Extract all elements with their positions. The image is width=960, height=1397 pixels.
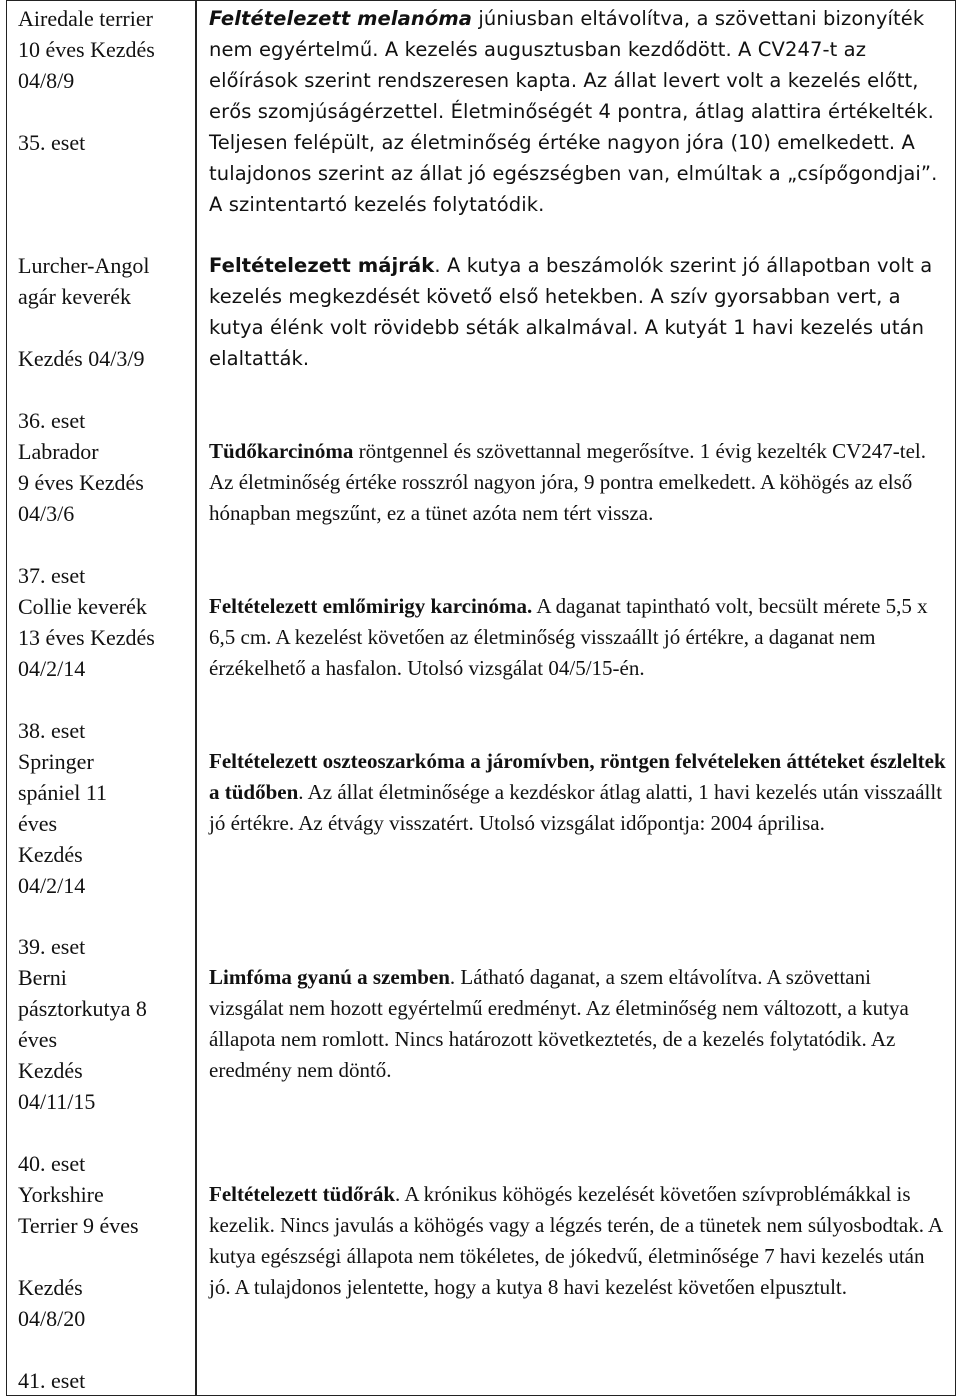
case-number-35: 35. eset	[18, 130, 86, 155]
entry-lung-carcinoma: Tüdőkarcinóma röntgennel és szövettannal megerősítve. 1 évig kezelték CV247-tel. Az életminőség értéke rosszról nagyon jóra, 9 pontra emelkedett. A köhögés az első hónapban megszűnt, ez a tünet azóta nem tért vissza.	[209, 439, 926, 525]
case-info-lurcher: Lurcher-Angol agár keverék	[18, 253, 150, 309]
entry-lymphoma: Limfóma gyanú a szemben. Látható daganat, a szem eltávolítva. A szövettani vizsgálat nem hozott egyértelmű eredményt. Az életminőség nem változott, a kutya állapota nem romlott. Nincs határozott következtetés, de a kezelés folytatódik. Az eredmény nem döntő.	[209, 965, 909, 1082]
case-number-40: 40. eset	[18, 1151, 86, 1176]
case-number-37: 37. eset	[18, 563, 86, 588]
case-number-36: 36. eset	[18, 408, 86, 433]
case-number-41: 41. eset	[18, 1368, 86, 1393]
entry-lung-cancer: Feltételezett tüdőrák. A krónikus köhögés kezelését követően szívproblémákkal is kezelik. Nincs javulás a köhögés vagy a légzés terén, de a tünetek nem súlyosbodtak. A kutya egészségi állapota nem tökéletes, de jókedvű, életminősége 7 havi kezelés után jó. A tulajdonos jelentette, hogy a kutya 8 havi kezelést követően elpusztult.	[209, 1182, 943, 1299]
entry-osteosarcoma: Feltételezett oszteoszarkóma a járomívben, röntgen felvételeken áttéteket észleltek a tüdőben. Az állat életminősége a kezdéskor átlag alatti, 1 havi kezelés után visszaállt jó értékre. Az étvágy visszatért. Utolsó vizsgálat időpontja: 2004 áprilisa.	[209, 749, 946, 835]
case-start-yorkshire: Kezdés 04/8/20	[18, 1275, 86, 1331]
entry-melanoma: Feltételezett melanóma júniusban eltávolítva, a szövettani bizonyíték nem egyértelmű. A kezelés augusztusban kezdődött. A CV247-t az előírások szerint rendszeresen kapta. Az állat levert volt a kezelés előtt, erős szomjúságérzettel. Életminőségét 4 pontra, átlag alattira értékelték. Teljesen felépült, az életminőség értéke nagyon jóra (10) emelkedett. A tulajdonos szerint az állat jó egészségben van, elmúltak a „csípőgondjai”. A szintentartó kezelés folytatódik.	[209, 7, 938, 216]
case-start-lurcher: Kezdés 04/3/9	[18, 346, 145, 371]
case-number-38: 38. eset	[18, 718, 86, 743]
case-info-collie: Collie keverék 13 éves Kezdés 04/2/14	[18, 594, 155, 681]
case-info-berni: Berni pásztorkutya 8 éves Kezdés 04/11/15	[18, 965, 147, 1114]
entry-mammary-carcinoma: Feltételezett emlőmirigy karcinóma. A daganat tapintható volt, becsült mérete 5,5 x 6,5 cm. A kezelést követően az életminőség visszaállt jó értékre, a daganat nem érzékelhető a hasfalon. Utolsó vizsgálat 04/5/15-én.	[209, 594, 928, 680]
case-info-airedale: Airedale terrier 10 éves Kezdés 04/8/9	[18, 6, 155, 93]
case-info-springer: Springer spániel 11 éves Kezdés 04/2/14	[18, 749, 107, 898]
case-info-labrador: Labrador 9 éves Kezdés 04/3/6	[18, 439, 144, 526]
case-info-yorkshire: Yorkshire Terrier 9 éves	[18, 1182, 139, 1238]
column-divider	[195, 0, 197, 1396]
case-number-39: 39. eset	[18, 934, 86, 959]
entry-liver-cancer: Feltételezett májrák. A kutya a beszámolók szerint jó állapotban volt a kezelés megkezdését követő első hetekben. A szív gyorsabban vert, a kutya élénk volt rövidebb séták alkalmával. A kutyát 1 havi kezelés után elaltatták.	[209, 254, 933, 370]
